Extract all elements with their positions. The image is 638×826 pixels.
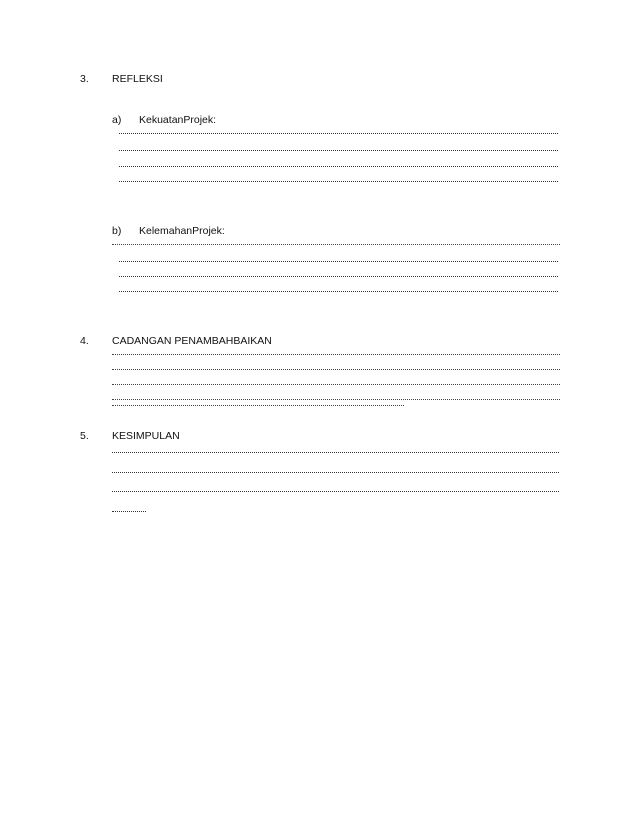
answer-line[interactable] xyxy=(119,133,558,134)
answer-line[interactable] xyxy=(112,369,560,370)
answer-line[interactable] xyxy=(119,276,558,277)
answer-line[interactable] xyxy=(119,181,558,182)
answer-line[interactable] xyxy=(112,491,559,492)
section-title: CADANGAN PENAMBAHBAIKAN xyxy=(112,335,272,347)
answer-line-short[interactable] xyxy=(112,405,404,406)
section-number: 4. xyxy=(80,335,89,347)
answer-line[interactable] xyxy=(119,291,558,292)
subitem-label: KelemahanProjek: xyxy=(139,225,225,237)
answer-line[interactable] xyxy=(112,452,559,453)
answer-line[interactable] xyxy=(112,399,560,400)
answer-line[interactable] xyxy=(112,384,560,385)
answer-line-short[interactable] xyxy=(112,511,146,512)
section-number: 3. xyxy=(80,73,89,85)
answer-line[interactable] xyxy=(112,244,560,245)
section-title: KESIMPULAN xyxy=(112,430,180,442)
answer-line[interactable] xyxy=(112,354,560,355)
subitem-marker: b) xyxy=(112,225,122,237)
answer-line[interactable] xyxy=(119,261,558,262)
subitem-marker: a) xyxy=(112,114,122,126)
answer-line[interactable] xyxy=(119,150,558,151)
section-number: 5. xyxy=(80,430,89,442)
section-title: REFLEKSI xyxy=(112,73,163,85)
answer-line[interactable] xyxy=(112,472,559,473)
answer-line[interactable] xyxy=(119,166,558,167)
subitem-label: KekuatanProjek: xyxy=(139,114,217,126)
